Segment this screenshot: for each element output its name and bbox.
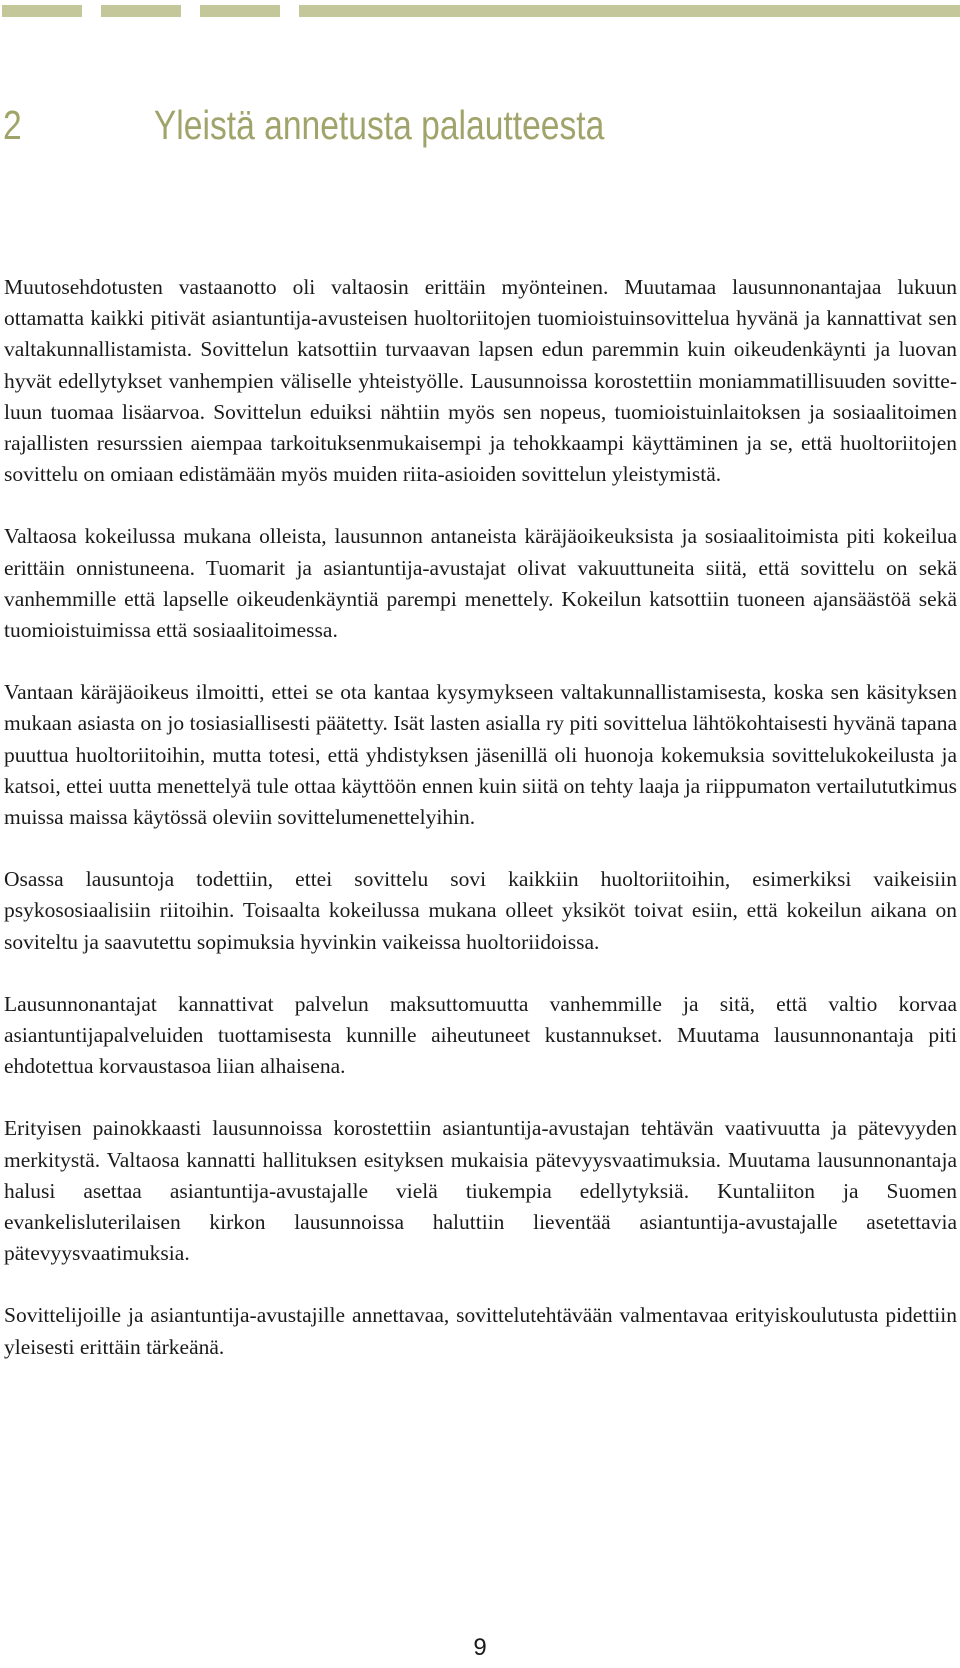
section-heading (3, 98, 604, 152)
header-bar-long (299, 5, 960, 17)
paragraph-3: Vantaan käräjäoikeus ilmoitti, ettei se ota kantaa kysymykseen valtakunnallistamisesta, koska sen käsityksen mukaan asiasta on jo tosiasiallisesti päätetty. Isät lasten asialla ry piti sovittelua lähtökohtaisesti hyvänä tapana puuttua huoltoriitoihin, mutta totesi, että yhdistyksen jäsenillä oli huonoja kokemuksia sovittelukokeilusta ja katsoi, ettei uutta menettelyä tule ottaa käyttöön ennen kuin siitä on tehty laaja ja riippumaton vertailututkimus muissa maissa käytössä oleviin sovittelumenettelyihin. (4, 680, 957, 830)
page-number: 9 (473, 1634, 487, 1661)
body-text (4, 272, 957, 1394)
section-title: Yleistä annetusta palautteesta (153, 102, 605, 148)
paragraph-5: Lausunnonantajat kannattivat palvelun maksuttomuutta vanhemmille ja sitä, että valtio korvaa asiantuntijapalveluiden tuottamisesta kunnille aiheutuneet kustannukset. Muutama lausunnonantaja piti ehdotettua korvaustasoa liian alhaisena. (4, 991, 957, 1079)
paragraph-1: Muutosehdotusten vastaanotto oli valtaosin erittäin myönteinen. Muutamaa lausunnonantajaa lukuun ottamatta kaikki pitivät asiantuntija-avusteisen huoltoriitojen tuomioistuinsovittelua hyvänä ja kannattivat sen valtakunnallistamista. Sovittelun katsottiin turvaavan lapsen edun paremmin kuin oikeudenkäynti ja luovan hyvät edellytykset vanhempien väliselle yhteistyölle. Lausunnoissa korostettiin moniammatillisuuden sovitteluun tuomaa lisäarvoa. Sovittelun eduiksi nähtiin myös sen nopeus, tuomioistuinlaitoksen ja sosiaalitoimen rajallisten resurssien aiempaa tarkoituksenmukaisempi ja tehokkaampi käyttäminen ja se, että huoltoriitojen sovittelu on omiaan edistämään myös muiden riita-asioiden sovittelun yleistymistä. (4, 275, 957, 487)
header-bar (200, 5, 280, 17)
header-bar (2, 5, 82, 17)
paragraph-6: Erityisen painokkaasti lausunnoissa korostettiin asiantuntija-avustajan tehtävän vaativuutta ja pätevyyden merkitystä. Valtaosa kannatti hallituksen esityksen mukaisia pätevyysvaatimuksia. Muutama lausunnonantaja halusi asettaa asiantuntija-avustajalle vielä tiukempia edellytyksiä. Kuntaliiton ja Suomen evankelisluterilaisen kirkon lausunnoissa haluttiin lieventää asiantuntija-avustajalle asetettavia pätevyysvaatimuksia. (4, 1116, 957, 1266)
paragraph-7: Sovittelijoille ja asiantuntija-avustajille annettavaa, sovittelutehtävään valmentavaa erityiskoulutusta pidettiin yleisesti erittäin tärkeänä. (4, 1303, 957, 1359)
header-bar (101, 5, 181, 17)
section-number: 2 (3, 102, 22, 148)
header-decoration-bars (0, 5, 960, 17)
paragraph-4: Osassa lausuntoja todettiin, ettei sovittelu sovi kaikkiin huoltoriitoihin, esimerkiksi vaikeisiin psykososiaalisiin riitoihin. Toisaalta kokeilussa mukana olleet yksiköt toivat esiin, että kokeilun aikana on soviteltu ja saavutettu sopimuksia hyvinkin vaikeissa huoltoriidoissa. (4, 867, 957, 954)
paragraph-2: Valtaosa kokeilussa mukana olleista, lausunnon antaneista käräjäoikeuksista ja sosiaalitoimista piti kokeilua erittäin onnistuneena. Tuomarit ja asiantuntija-avustajat olivat vakuuttuneita siitä, että sovittelu on sekä vanhemmille että lapselle oikeudenkäyntiä parempi menettely. Kokeilun katsottiin tuoneen ajansäästöä sekä tuomioistuimissa että sosiaalitoimessa. (4, 524, 957, 643)
